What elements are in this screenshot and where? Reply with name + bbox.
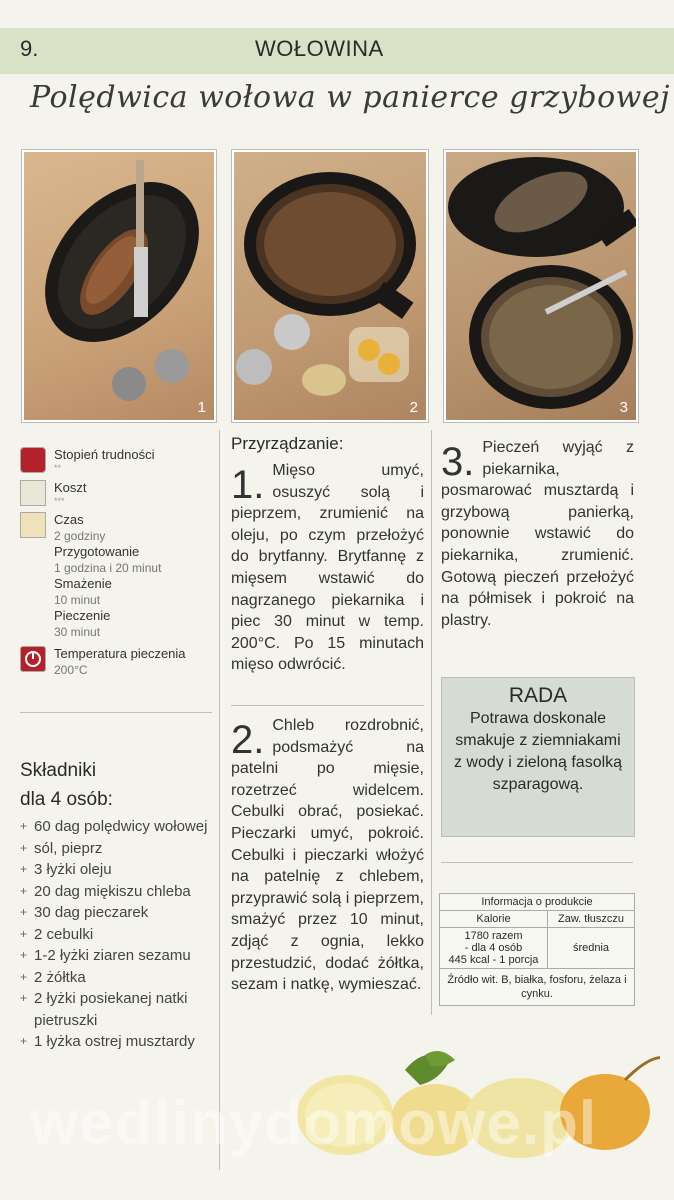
- temperature-value: 200°C: [54, 663, 88, 677]
- chapter-title: WOŁOWINA: [255, 36, 384, 61]
- fat-value: średnia: [572, 942, 610, 954]
- column-divider: [431, 430, 432, 1015]
- step-3: [441, 437, 634, 631]
- list-item: + 30 dag pieczarek: [20, 902, 220, 924]
- ingredients-title-line1: Składniki: [20, 760, 97, 781]
- product-info-heading: Informacja o produkcie: [481, 896, 593, 908]
- nutrition-source: Źródło wit. B, białka, fosforu, żelaza i cynku.: [447, 974, 627, 1000]
- hourglass-icon: [20, 512, 46, 538]
- step-text: Pieczeń wyjąć z piekarnika, posmarować musztardą i grzybową panierką, ponownie wstawić do piekarnika, zrumienić. Gotową pieczeń przełożyć na półmisek i pokroić na plastry.: [441, 439, 634, 629]
- calories-line: 1780 razem: [464, 930, 523, 942]
- preparation-heading: Przyrządzanie:: [231, 434, 344, 453]
- step-text: Chleb rozdrobnić, podsmażyć na patelni po mięsie, rozetrzeć widelcem. Cebulki obrać, posiekać. Pieczarki umyć, pokroić. Cebulki i pieczarki włożyć na patelnię z chlebem, przyprawić solą i pieprzem, smażyć przez 10 minut, zdjąć z ognia, lekko przestudzić, dodać żółtka, sezam i natkę, wymieszać.: [231, 717, 424, 994]
- photo-number: 1: [197, 399, 206, 416]
- watermark: wedlinydomowe.pl: [30, 1089, 598, 1158]
- list-item: + 2 cebulki: [20, 924, 220, 946]
- step-number: 3.: [441, 440, 475, 484]
- temperature-label: Temperatura pieczenia: [54, 646, 186, 661]
- roasting-pan-illustration: [24, 152, 214, 420]
- step-2: [231, 715, 424, 996]
- time-value: 2 godziny: [54, 529, 106, 543]
- product-info-header-row: [440, 894, 634, 911]
- cost-label: Koszt: [54, 480, 87, 495]
- difficulty-stars: **: [54, 463, 62, 473]
- column-divider: [219, 430, 220, 1170]
- list-item: + 60 dag polędwicy wołowej: [20, 816, 220, 838]
- divider: [441, 862, 633, 863]
- list-item: + sól, pieprz: [20, 838, 220, 860]
- cost-stars: ***: [54, 496, 65, 506]
- photo-step-3: [444, 150, 638, 422]
- frying-label: Smażenie: [54, 576, 112, 591]
- temperature-row: [20, 646, 186, 678]
- prep-label: Przygotowanie: [54, 544, 140, 559]
- product-info-columns: [440, 911, 634, 928]
- calories-header: Kalorie: [440, 911, 548, 927]
- calories-value: [440, 928, 548, 968]
- photo-number: 2: [409, 399, 418, 416]
- chapter-number: 9.: [20, 36, 39, 61]
- fat-header: Zaw. tłuszczu: [557, 913, 625, 925]
- photo-step-1: [22, 150, 216, 422]
- divider: [20, 712, 212, 713]
- recipe-title: Polędwica wołowa w panierce grzybowej: [30, 80, 670, 115]
- list-item: + 1-2 łyżki ziaren sezamu: [20, 945, 220, 967]
- list-item: + 3 łyżki oleju: [20, 859, 220, 881]
- tip-heading: RADA: [508, 684, 568, 707]
- cost-row: [20, 480, 87, 506]
- calories-line: 445 kcal - 1 porcja: [448, 954, 539, 966]
- calories-line: - dla 4 osób: [464, 942, 523, 954]
- time-row: [20, 512, 161, 640]
- step-text: Mięso umyć, osuszyć solą i pieprzem, zrumienić na oleju, po czym przełożyć do brytfanny. Brytfannę z mięsem wstawić do nagrzanego piekarnika i piec 30 minut w temp. 200°C. Po 15 minutach mięso odwrócić.: [231, 462, 424, 674]
- difficulty-row: [20, 447, 154, 473]
- product-info-table: [439, 893, 635, 1006]
- time-label: Czas: [54, 512, 84, 527]
- divider: [231, 705, 424, 706]
- photo-number: 3: [619, 399, 628, 416]
- list-item: + 1 łyżka ostrej musztardy: [20, 1031, 220, 1053]
- prep-value: 1 godzina i 20 minut: [54, 561, 162, 575]
- step-1: [231, 460, 424, 676]
- list-item: + 2 żółtka: [20, 967, 220, 989]
- ingredients-title-line2: dla 4 osób:: [20, 789, 113, 810]
- pan-with-filling-illustration: [446, 152, 636, 420]
- baking-label: Pieczenie: [54, 608, 111, 623]
- ingredients-list: [20, 816, 220, 1053]
- step-number: 1.: [231, 463, 265, 507]
- coin-icon: [20, 480, 46, 506]
- tip-text: Potrawa doskonale smakuje z ziemniakami z wody i zieloną fasolką szparagową.: [453, 710, 623, 793]
- oven-icon: [20, 646, 46, 672]
- step-number: 2.: [231, 718, 265, 762]
- ingredients-title: [20, 756, 113, 814]
- list-item: + 2 łyżki posiekanej natki pietruszki: [20, 988, 220, 1031]
- difficulty-label: Stopień trudności: [54, 447, 155, 462]
- list-item: + 20 dag miękiszu chleba: [20, 881, 220, 903]
- product-info-values: [440, 928, 634, 969]
- tip-box: [441, 677, 635, 837]
- baking-value: 30 minut: [54, 625, 101, 639]
- frying-value: 10 minut: [54, 593, 101, 607]
- frying-pan-illustration: [234, 152, 426, 420]
- photo-step-2: [232, 150, 428, 422]
- chef-hat-icon: [20, 447, 46, 473]
